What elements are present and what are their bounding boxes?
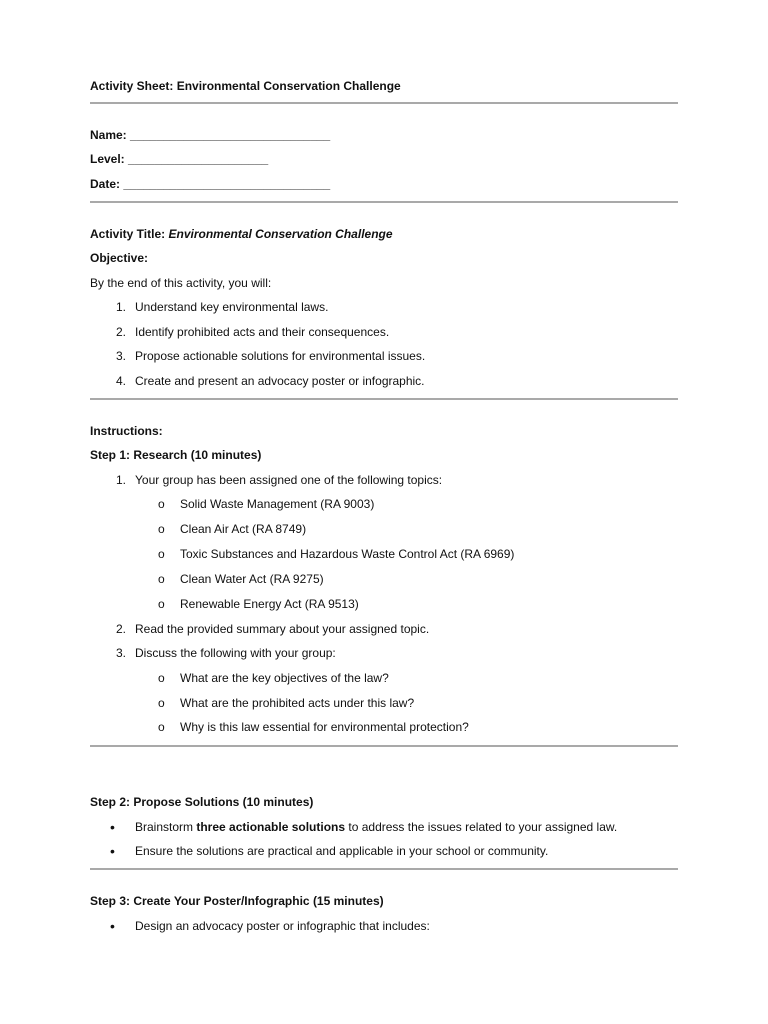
- sub-bullet-marker: o: [158, 497, 165, 511]
- list-number: 2.: [115, 325, 126, 339]
- divider: [90, 868, 678, 870]
- step1-item-text: Discuss the following with your group:: [135, 646, 336, 660]
- step2-bullet-text: Brainstorm three actionable solutions to address the issues related to your assigned law.: [135, 820, 618, 834]
- divider: [90, 102, 678, 104]
- sub-bullet-marker: o: [158, 597, 165, 611]
- question-text: What are the key objectives of the law?: [180, 671, 389, 685]
- sub-bullet-marker: o: [158, 671, 165, 685]
- instructions-label: Instructions:: [90, 424, 163, 438]
- document-title: Activity Sheet: Environmental Conservation Challenge: [90, 79, 401, 93]
- list-number: 3.: [115, 349, 126, 363]
- sub-bullet-marker: o: [158, 720, 165, 734]
- step1-heading: Step 1: Research (10 minutes): [90, 448, 262, 462]
- objective-text: Propose actionable solutions for environmental issues.: [135, 349, 426, 363]
- objective-text: Create and present an advocacy poster or infographic.: [135, 374, 425, 388]
- topic-text: Clean Air Act (RA 8749): [180, 522, 307, 536]
- step2-bullet-text: Ensure the solutions are practical and applicable in your school or community.: [135, 844, 549, 858]
- question-text: Why is this law essential for environmental protection?: [180, 720, 469, 734]
- objective-text: Identify prohibited acts and their consequences.: [135, 325, 390, 339]
- topic-text: Clean Water Act (RA 9275): [180, 572, 324, 586]
- list-number: 4.: [115, 374, 126, 388]
- bullet-marker: •: [110, 819, 115, 835]
- list-number: 3.: [115, 646, 126, 660]
- level-field: Level: _____________________: [90, 152, 269, 166]
- list-number: 1.: [115, 300, 126, 314]
- bullet-marker: •: [110, 843, 115, 859]
- step3-bullet-text: Design an advocacy poster or infographic that includes:: [135, 919, 430, 933]
- name-field: Name: ______________________________: [90, 128, 331, 142]
- activity-title-value: Environmental Conservation Challenge: [168, 227, 393, 241]
- step1-item-text: Your group has been assigned one of the following topics:: [135, 473, 443, 487]
- objective-intro: By the end of this activity, you will:: [90, 276, 272, 290]
- date-field: Date: _______________________________: [90, 177, 331, 191]
- step1-item-text: Read the provided summary about your assigned topic.: [135, 622, 430, 636]
- sub-bullet-marker: o: [158, 572, 165, 586]
- activity-title-label: Activity Title:: [90, 227, 166, 241]
- divider: [90, 201, 678, 203]
- sub-bullet-marker: o: [158, 696, 165, 710]
- activity-title: [90, 226, 393, 242]
- topic-text: Renewable Energy Act (RA 9513): [180, 597, 359, 611]
- bullet-marker: •: [110, 918, 115, 934]
- question-text: What are the prohibited acts under this law?: [180, 696, 415, 710]
- sub-bullet-marker: o: [158, 547, 165, 561]
- divider: [90, 745, 678, 747]
- topic-text: Toxic Substances and Hazardous Waste Control Act (RA 6969): [180, 547, 515, 561]
- list-number: 2.: [115, 622, 126, 636]
- objective-text: Understand key environmental laws.: [135, 300, 329, 314]
- objective-label: Objective:: [90, 251, 149, 265]
- step3-heading: Step 3: Create Your Poster/Infographic (15 minutes): [90, 894, 384, 908]
- step2-heading: Step 2: Propose Solutions (10 minutes): [90, 795, 314, 809]
- topic-text: Solid Waste Management (RA 9003): [180, 497, 375, 511]
- list-number: 1.: [115, 473, 126, 487]
- divider: [90, 398, 678, 400]
- sub-bullet-marker: o: [158, 522, 165, 536]
